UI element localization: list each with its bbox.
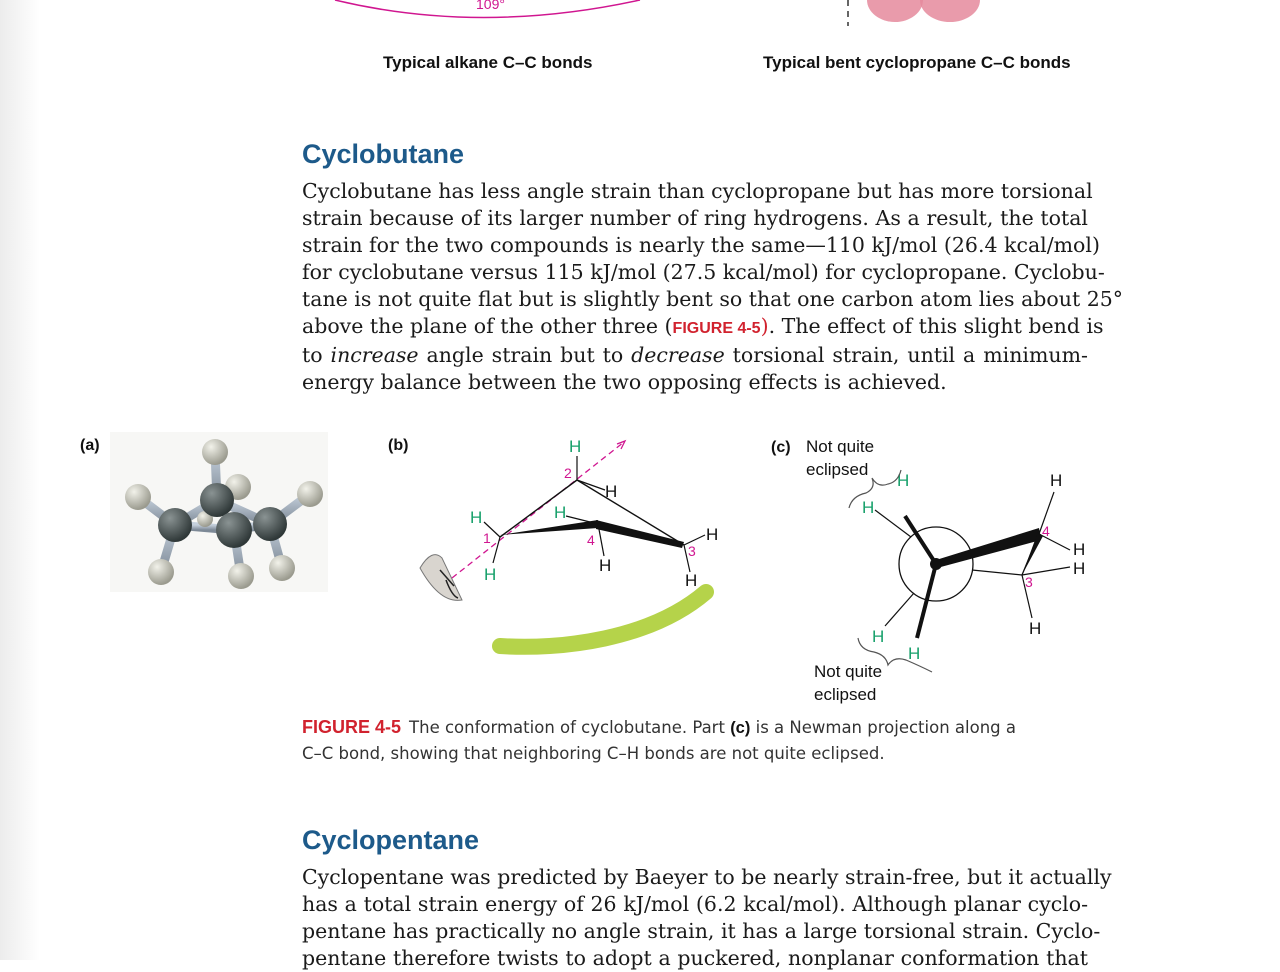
text-line: strain because of its larger number of ring hydrogens. As a result, the total <box>302 206 1088 230</box>
hydrogen-label: H <box>897 471 910 490</box>
hydrogen-label: H <box>1073 540 1086 559</box>
cyclopentane-heading: Cyclopentane <box>302 825 480 855</box>
figure-caption <box>302 715 1062 766</box>
annotation-not-quite-bottom: Not quite <box>814 662 883 681</box>
hydrogen-label: H <box>599 556 612 575</box>
text-run: above the plane of the other three <box>302 314 665 338</box>
carbon-number: 4 <box>587 532 595 548</box>
carbon-number: 3 <box>688 543 696 559</box>
carbon-number: 3 <box>1025 574 1033 590</box>
text-run: . The effect of this slight bend is <box>768 314 1104 338</box>
alkane-bond-caption: Typical alkane C–C bonds <box>383 53 593 72</box>
cyclopentane-paragraph <box>302 864 1112 972</box>
emphasis-decrease: decrease <box>631 343 725 367</box>
hydrogen-label: H <box>605 482 618 501</box>
wedge-bond <box>596 520 684 548</box>
figure-ref-open: ( <box>664 314 673 338</box>
emphasis-increase: increase <box>330 343 419 367</box>
cyclopropane-bond-caption: Typical bent cyclopropane C–C bonds <box>763 53 1071 72</box>
hydrogen-label: H <box>872 627 885 646</box>
text-line: pentane therefore twists to adopt a puckered, nonplanar conformation that <box>302 946 1088 970</box>
hydrogen-label: H <box>1073 559 1086 578</box>
text-line: for cyclobutane versus 115 kJ/mol (27.5 kcal/mol) for cyclopropane. Cyclobu- <box>302 260 1105 284</box>
eye-icon <box>420 555 462 601</box>
caption-text: is a Newman projection along a <box>750 718 1016 737</box>
panel-a-label: (a) <box>80 437 100 454</box>
hydrogen-label: H <box>908 644 921 663</box>
wedge-bond <box>500 520 598 535</box>
caption-text: The conformation of cyclobutane. Part <box>409 718 731 737</box>
text-line: has a total strain energy of 26 kJ/mol (6.2 kcal/mol). Although planar cyclo- <box>302 892 1088 916</box>
hydrogen-label: H <box>569 437 582 456</box>
annotation-not-quite-top: Not quite <box>806 437 875 456</box>
panel-c-label: (c) <box>771 439 791 456</box>
text-line: Cyclobutane has less angle strain than cyclopropane but has more torsional <box>302 179 1093 203</box>
angle-label: 109° <box>476 0 505 12</box>
text-line: tane is not quite flat but is slightly bent so that one carbon atom lies about 25° <box>302 287 1124 311</box>
text-line: strain for the two compounds is nearly the same—110 kJ/mol (26.4 kcal/mol) <box>302 233 1100 257</box>
caption-line-1 <box>302 715 1062 741</box>
caption-line-2: C–C bond, showing that neighboring C–H bonds are not quite eclipsed. <box>302 744 885 763</box>
text-line: energy balance between the two opposing effects is achieved. <box>302 370 947 394</box>
annotation-eclipsed-bottom: eclipsed <box>814 685 877 704</box>
hydrogen-label: H <box>685 571 698 590</box>
cyclobutane-heading: Cyclobutane <box>302 139 465 169</box>
carbon-number: 2 <box>564 465 572 481</box>
annotation-eclipsed-top: eclipsed <box>806 460 869 479</box>
carbon-number: 4 <box>1042 523 1050 539</box>
caption-bold: (c) <box>730 719 751 737</box>
ball-and-stick-model <box>110 432 328 592</box>
hydrogen-label: H <box>470 508 483 527</box>
newman-projection <box>849 470 1085 672</box>
hydrogen-label: H <box>1050 471 1063 490</box>
highlighter-mark <box>500 592 706 647</box>
hydrogen-label: H <box>862 498 875 517</box>
text-line: pentane has practically no angle strain, it has a large torsional strain. Cyclo- <box>302 919 1101 943</box>
figure-reference-link[interactable]: FIGURE 4-5 <box>672 320 761 337</box>
hydrogen-label: H <box>484 565 497 584</box>
hydrogen-label: H <box>1029 619 1042 638</box>
text-line: Cyclopentane was predicted by Baeyer to be nearly strain-free, but it actually <box>302 865 1112 889</box>
panel-b-label: (b) <box>388 437 409 454</box>
text-run: angle strain but to <box>418 343 632 367</box>
figure-number: FIGURE 4-5 <box>302 717 402 737</box>
text-run: to <box>302 343 331 367</box>
wedge-bond <box>936 528 1041 568</box>
text-run: torsional strain, until a minimum- <box>724 343 1088 367</box>
perspective-structure <box>420 437 718 647</box>
hydrogen-label: H <box>706 525 719 544</box>
carbon-number: 1 <box>483 530 491 546</box>
figure-ref-close: ) <box>760 314 769 338</box>
hydrogen-label: H <box>554 503 567 522</box>
